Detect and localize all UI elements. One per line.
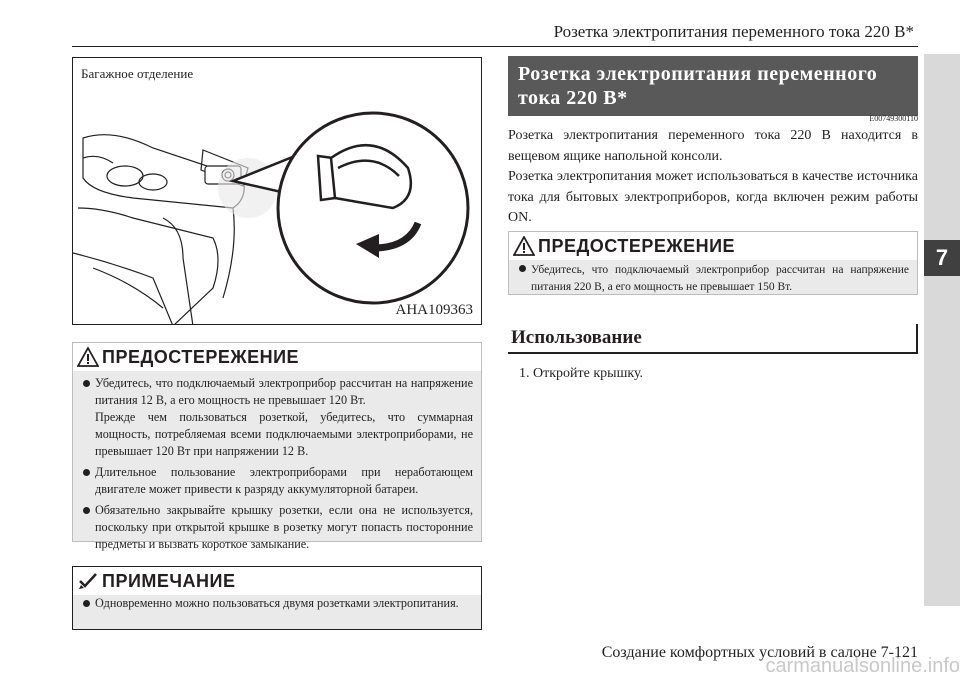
bullet-icon xyxy=(83,507,90,514)
page-footer: Создание комфортных условий в салоне 7-121 xyxy=(601,644,918,661)
note-box xyxy=(72,566,482,630)
figure-caption: Багажное отделение xyxy=(81,66,194,81)
list-item-text: Одновременно можно пользоваться двумя розетками электропитания. xyxy=(95,596,459,610)
chapter-number-badge: 7 xyxy=(924,240,960,276)
list-item-text: Прежде чем пользоваться розеткой, убедитесь, что суммарная мощность, потребляемая всеми подключаемыми электроприборами, не превышает 120 Вт при напряжении 12 В. xyxy=(95,410,473,458)
warning-triangle-icon xyxy=(77,347,99,367)
note-title: ПРИМЕЧАНИЕ xyxy=(102,570,236,591)
bullet-icon xyxy=(519,265,526,272)
warning-box-left xyxy=(72,342,482,551)
chapter-side-tab xyxy=(924,54,960,606)
list-item-text: Длительное пользование электроприборами при неработающем двигателе может привести к разряду аккумуляторной батареи. xyxy=(95,465,473,496)
list-item-text: Убедитесь, что подключаемый электроприбор рассчитан на напряжение питания 12 В, а его мощность не превышает 120 Вт. xyxy=(95,376,473,407)
pencil-check-icon xyxy=(77,571,99,591)
list-item xyxy=(509,260,917,296)
list-item xyxy=(73,502,481,553)
section-body xyxy=(508,126,918,229)
page-header-title: Розетка электропитания переменного тока 220 В* xyxy=(553,22,914,41)
bullet-icon xyxy=(83,380,90,387)
warning-title: ПРЕДОСТЕРЕЖЕНИЕ xyxy=(538,235,736,256)
bullet-icon xyxy=(83,469,90,476)
bullet-icon xyxy=(83,600,90,607)
list-item xyxy=(73,464,481,498)
figure-code: AHA109363 xyxy=(395,302,473,318)
warning-box-right xyxy=(508,231,918,295)
list-item xyxy=(73,375,481,460)
section-code: E00749300110 xyxy=(869,114,918,123)
list-item xyxy=(73,595,481,612)
warning-title: ПРЕДОСТЕРЕЖЕНИЕ xyxy=(102,346,300,367)
watermark: carmanualsonline.info xyxy=(765,655,960,677)
outlet-drawing xyxy=(73,58,482,325)
header-divider xyxy=(72,46,918,47)
section-heading: Розетка электропитания переменного тока 220 В* xyxy=(508,56,918,116)
trunk-outlet-illustration xyxy=(72,57,482,325)
usage-heading: Использование xyxy=(508,324,918,354)
paragraph: Розетка электропитания переменного тока 220 В находится в вещевом ящике напольной консоли. xyxy=(508,128,918,164)
warning-triangle-icon xyxy=(513,236,535,256)
list-item-text: Убедитесь, что подключаемый электроприбор рассчитан на напряжение питания 220 В, а его мощность не превышает 150 Вт. xyxy=(531,264,909,293)
step-1: 1. Откройте крышку. xyxy=(519,366,644,381)
paragraph: Розетка электропитания может использоваться в качестве источника тока для бытовых электроприборов, когда включен режим работы ON. xyxy=(508,169,918,225)
list-item-text: Обязательно закрывайте крышку розетки, если она не используется, поскольку при открытой крышке в розетку могут попасть посторонние предметы и вызвать короткое замыкание. xyxy=(95,503,473,551)
